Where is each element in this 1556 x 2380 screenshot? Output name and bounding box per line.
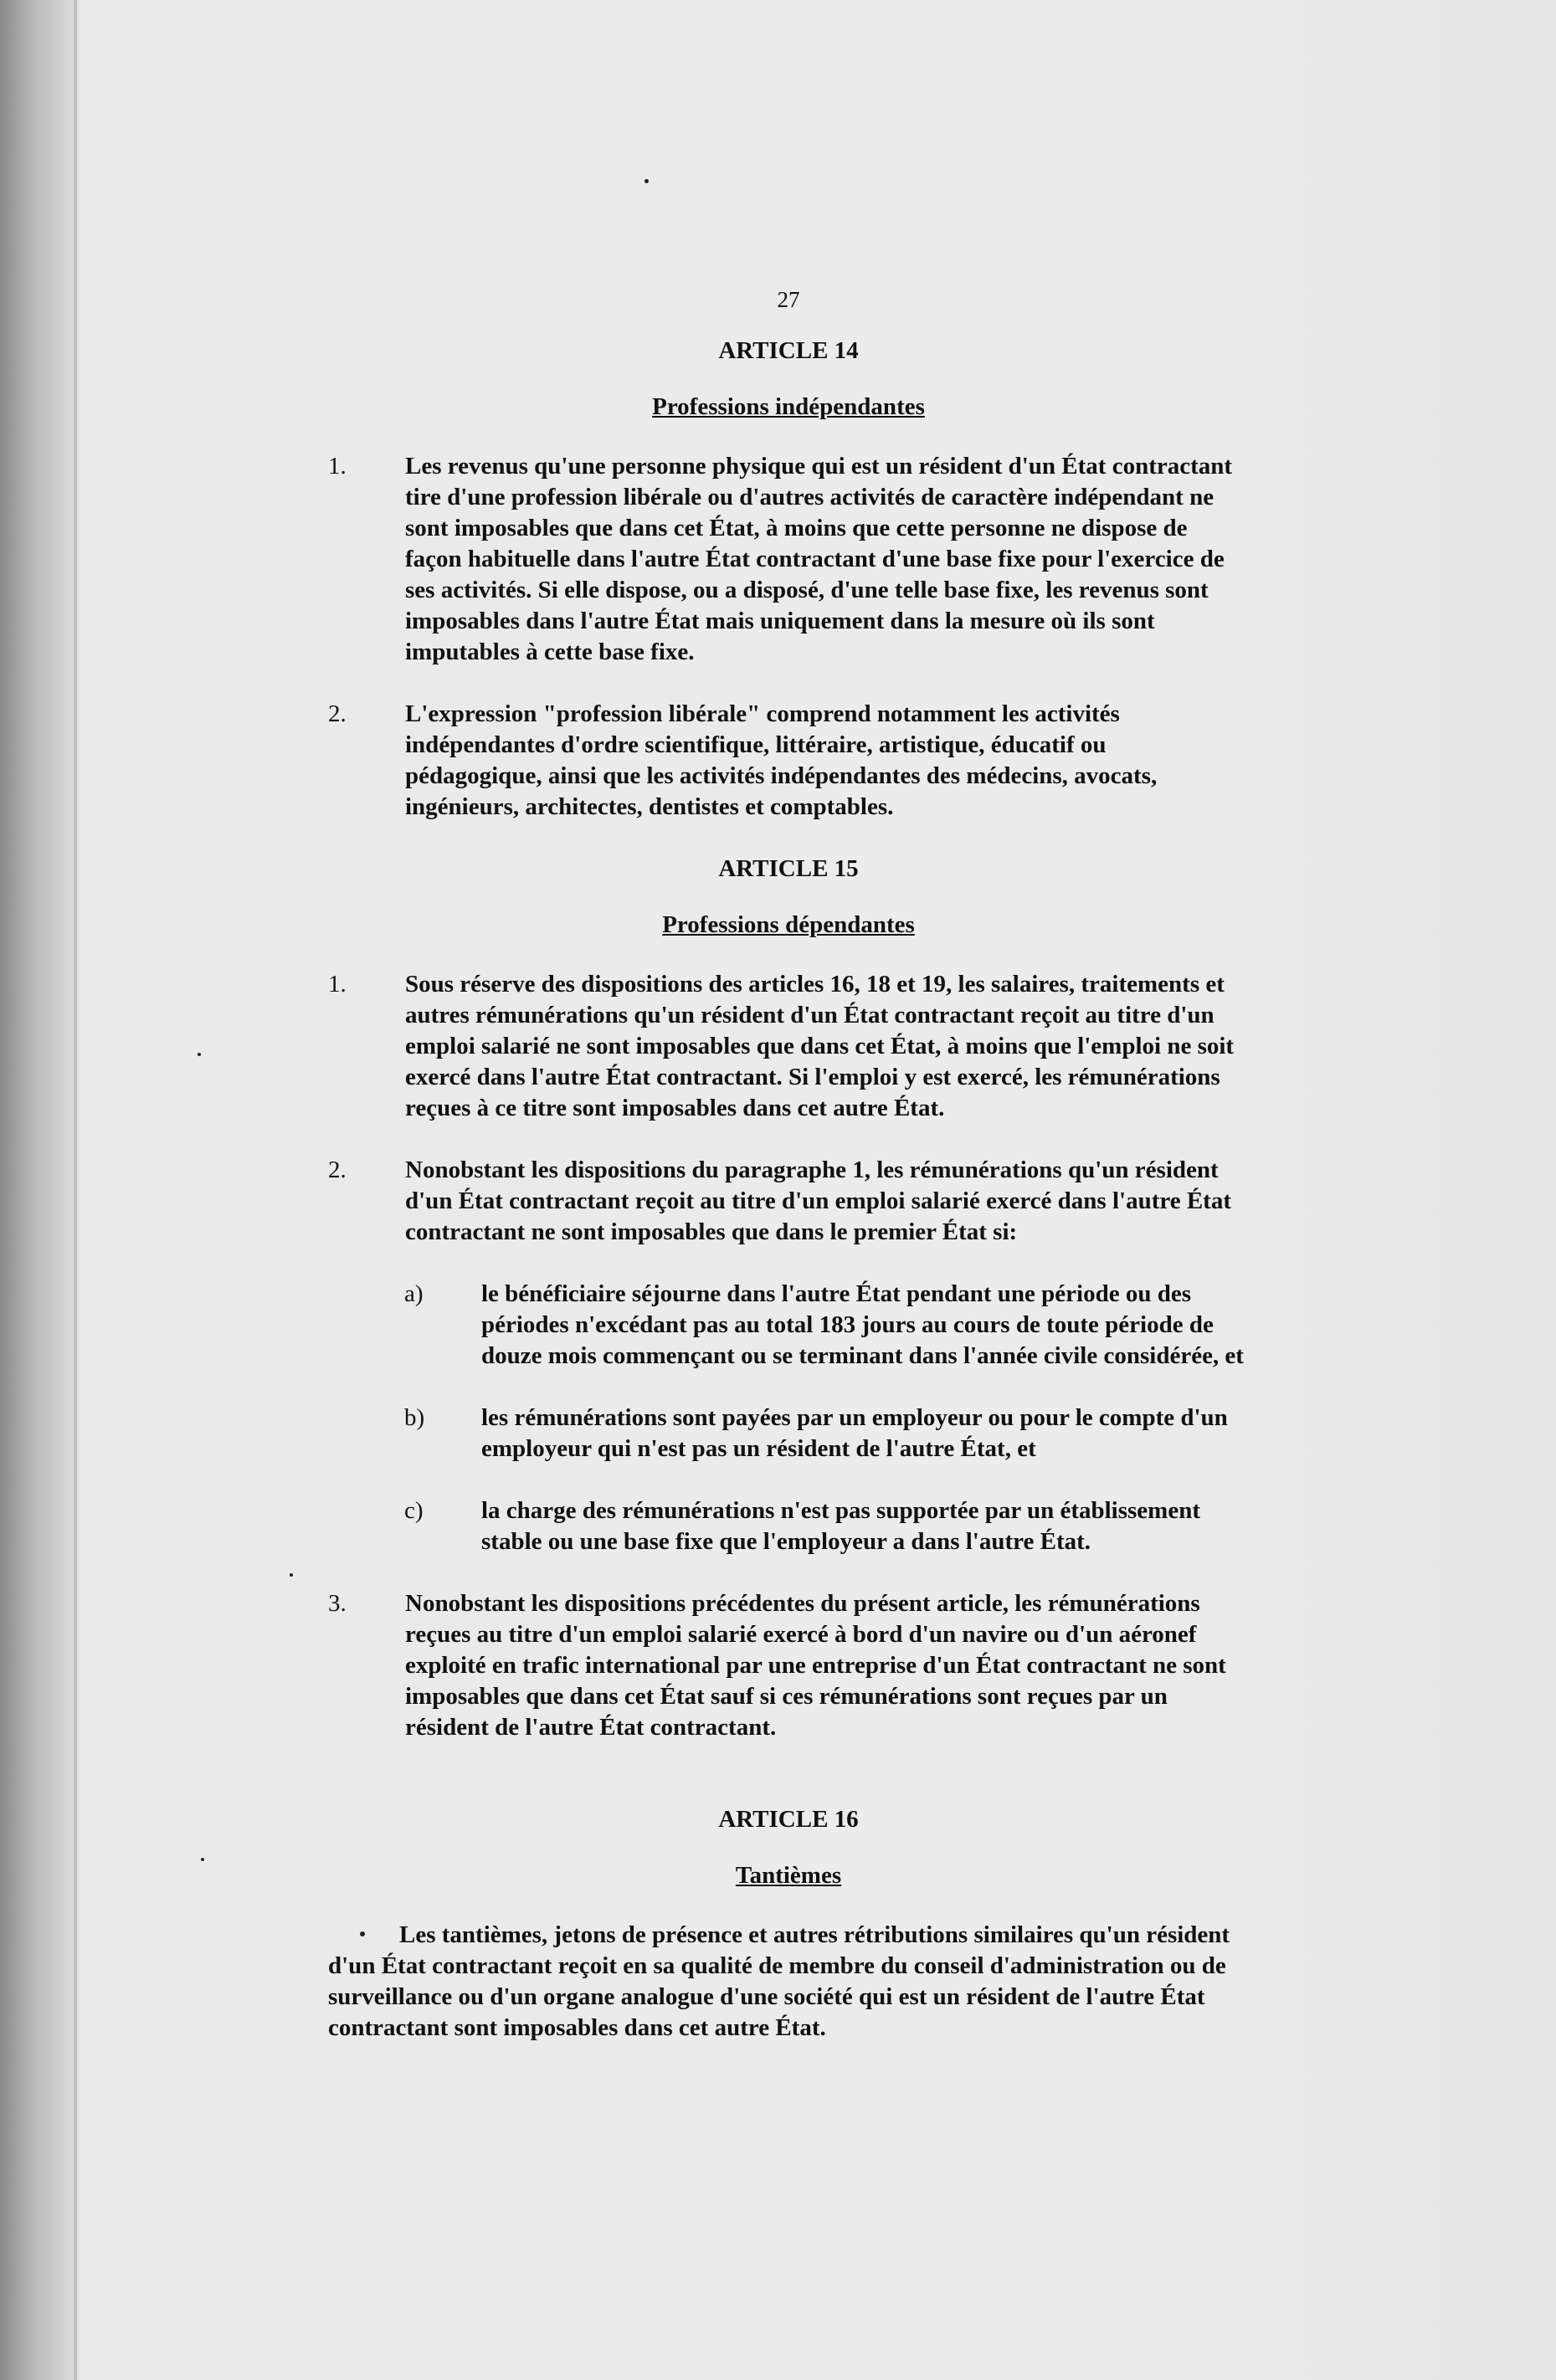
paragraph-text: Nonobstant les dispositions du paragraphe 1, les rémunérations qu'un résident d'un État contractant reçoit au titre d'un emploi salarié exercé dans l'autre État contractant ne sont imposables que dans le premier État si:: [405, 1157, 1231, 1245]
article-16-paragraph: Les tantièmes, jetons de présence et autres rétributions similaires qu'un résident d'un État contractant reçoit en sa qualité de membre du conseil d'administration ou de surveillance ou d'un organe analogue d'une société qui est un résident de l'autre État contractant sont imposables dans cet autre État.: [328, 1921, 1230, 2041]
article-15-subitem-c: [328, 1495, 1249, 1557]
article-16-subtitle: Tantièmes: [735, 1862, 842, 1889]
article-14-subtitle: Professions indépendantes: [652, 393, 925, 420]
article-15-paragraph-3: [328, 1588, 1249, 1743]
scan-speck: [198, 1053, 201, 1056]
paragraph-text: Nonobstant les dispositions précédentes du présent article, les rémunérations reçues au titre d'un emploi salarié exercé à bord d'un navire ou d'un aéronef exploité en trafic international par une entreprise d'un État contractant ne sont imposables que dans cet État sauf si ces rémunérations sont reçues par un résident de l'autre État contractant.: [405, 1590, 1226, 1741]
article-15-title: ARTICLE 15: [718, 855, 859, 882]
article-14-title: ARTICLE 14: [718, 337, 859, 364]
document-page: [328, 285, 1249, 2044]
paragraph-text: Sous réserve des dispositions des articles 16, 18 et 19, les salaires, traitements et autres rémunérations qu'un résident d'un État contractant reçoit au titre d'un emploi salarié ne sont imposables que dans cet État, à moins que l'emploi ne soit exercé dans l'autre État contractant. Si l'emploi y est exercé, les rémunérations reçues à ce titre sont imposables dans cet autre État.: [405, 971, 1235, 1121]
binding-edge: [74, 0, 77, 2380]
subitem-letter: a): [404, 1280, 424, 1307]
paragraph-number: 2.: [328, 1157, 347, 1183]
page-number: 27: [777, 287, 800, 312]
paragraph-number: 1.: [328, 971, 347, 998]
scan-speck: [644, 179, 649, 183]
article-15-subitem-a: [328, 1279, 1249, 1372]
article-15-subitem-b: [328, 1403, 1249, 1464]
paragraph-number: 3.: [328, 1590, 347, 1617]
article-14-paragraph-2: [328, 699, 1249, 823]
article-14: [328, 336, 1249, 823]
paragraph-text: Les revenus qu'une personne physique qui est un résident d'un État contractant tire d'une profession libérale ou d'autres activités de caractère indépendant ne sont imposables que dans cet État, à moins que cette personne ne dispose de façon habituelle dans l'autre État contractant d'une base fixe pour l'exercice de ses activités. Si elle dispose, ou a disposé, d'une telle base fixe, les revenus sont imposables dans l'autre État mais uniquement dans la mesure où ils sont imputables à cette base fixe.: [405, 453, 1233, 665]
subitem-text: le bénéficiaire séjourne dans l'autre État pendant une période ou des périodes n'excédant pas au total 183 jours au cours de toute période de douze mois commençant ou se terminant dans l'année civile considérée, et: [481, 1280, 1244, 1369]
article-15-subtitle: Professions dépendantes: [662, 911, 915, 938]
scan-speck: [290, 1573, 293, 1577]
subitem-letter: c): [404, 1497, 424, 1524]
subitem-letter: b): [404, 1404, 425, 1431]
paragraph-text: L'expression "profession libérale" comprend notamment les activités indépendantes d'ordre scientifique, littéraire, artistique, éducatif ou pédagogique, ainsi que les activités indépendantes des médecins, avocats, ingénieurs, architectes, dentistes et comptables.: [405, 700, 1158, 820]
article-16: [328, 1804, 1249, 2044]
article-15-paragraph-2: [328, 1155, 1249, 1248]
paragraph-number: 1.: [328, 453, 347, 480]
article-15-paragraph-1: [328, 969, 1249, 1124]
article-16-title: ARTICLE 16: [718, 1806, 859, 1833]
article-spacer: [328, 1774, 1249, 1804]
subitem-text: les rémunérations sont payées par un employeur ou pour le compte d'un employeur qui n'est pas un résident de l'autre État, et: [481, 1404, 1228, 1462]
paragraph-number: 2.: [328, 700, 347, 727]
article-15: [328, 854, 1249, 1743]
article-14-paragraph-1: [328, 451, 1249, 668]
subitem-text: la charge des rémunérations n'est pas supportée par un établissement stable ou une base fixe que l'employeur a dans l'autre État.: [481, 1497, 1200, 1555]
scan-speck: [201, 1858, 204, 1861]
